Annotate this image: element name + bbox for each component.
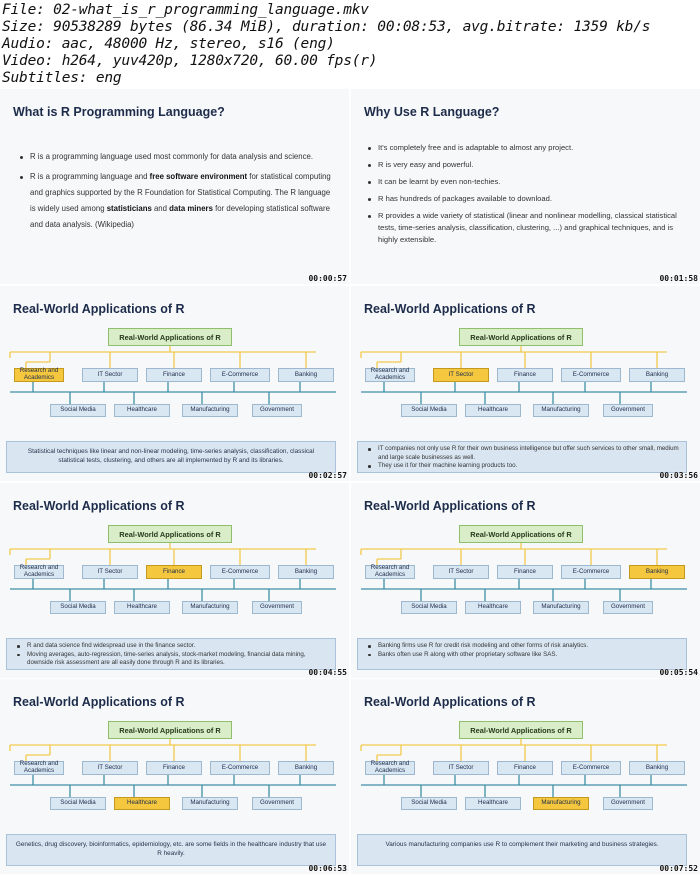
- node-manufacturing: Manufacturing: [182, 404, 238, 417]
- timestamp: 00:07:52: [659, 864, 698, 873]
- bullet-item: IT companies not only use R for their own business intelligence but offer such services to other small, medium and large scale businesses as well.: [366, 445, 680, 462]
- thumbnail-frame-8: [351, 679, 700, 874]
- bullet-item: It can be learnt by even non-techies.: [366, 176, 688, 188]
- description-box: [357, 834, 687, 866]
- node-it-sector: IT Sector: [82, 565, 138, 579]
- applications-diagram: [357, 328, 694, 438]
- slide-title: Real-World Applications of R: [13, 302, 185, 316]
- bullet-item: Banking firms use R for credit risk modeling and other forms of risk analytics.: [366, 642, 680, 651]
- description-text: Various manufacturing companies use R to complement their marketing and business strategies.: [385, 841, 659, 848]
- diagram-root-node: Real-World Applications of R: [459, 328, 583, 346]
- thumbnail-frame-2: [351, 89, 700, 284]
- file-size-line: Size: 90538289 bytes (86.34 MiB), duration: 00:08:53, avg.bitrate: 1359 kb/s: [2, 19, 651, 35]
- node-e-commerce: E-Commerce: [561, 761, 621, 775]
- description-box: [6, 834, 336, 866]
- node-banking: Banking: [278, 761, 334, 775]
- slide-title: Real-World Applications of R: [364, 499, 536, 513]
- thumbnail-frame-7: [0, 679, 349, 874]
- node-research-and-academics: Research and Academics: [14, 761, 64, 775]
- slide-title: What is R Programming Language?: [13, 105, 225, 119]
- node-social-media: Social Media: [50, 797, 106, 810]
- timestamp: 00:05:54: [659, 668, 698, 677]
- node-healthcare: Healthcare: [114, 601, 170, 614]
- slide-title: Real-World Applications of R: [13, 499, 185, 513]
- bullet-item: R has hundreds of packages available to download.: [366, 193, 688, 205]
- node-finance: Finance: [497, 565, 553, 579]
- slide-title: Why Use R Language?: [364, 105, 500, 119]
- node-finance: Finance: [146, 368, 202, 382]
- bullet-item: They use it for their machine learning products too.: [366, 462, 680, 471]
- description-bullets: [366, 642, 680, 659]
- node-it-sector: IT Sector: [433, 565, 489, 579]
- node-manufacturing: Manufacturing: [182, 601, 238, 614]
- bullet-item: R provides a wide variety of statistical (linear and nonlinear modelling, classical statistical tests, time-series analysis, classification, clustering, ...) and graphical techniques, and is highly extensible.: [366, 210, 688, 246]
- node-government: Government: [603, 601, 653, 614]
- node-finance: Finance: [146, 761, 202, 775]
- thumbnail-frame-1: [0, 89, 349, 284]
- bullet-item: It's completely free and is adaptable to almost any project.: [366, 142, 688, 154]
- node-healthcare: Healthcare: [465, 601, 521, 614]
- node-it-sector: IT Sector: [433, 761, 489, 775]
- node-e-commerce: E-Commerce: [210, 565, 270, 579]
- description-bullets: [366, 445, 680, 471]
- node-government: Government: [252, 601, 302, 614]
- thumbnail-frame-3: [0, 286, 349, 481]
- node-it-sector: IT Sector: [433, 368, 489, 382]
- diagram-root-node: Real-World Applications of R: [108, 525, 232, 543]
- description-text: Genetics, drug discovery, bioinformatics, epidemiology, etc. are some fields in the healthcare industry that use R heavily.: [15, 841, 327, 857]
- node-research-and-academics: Research and Academics: [14, 565, 64, 579]
- thumbnail-frame-4: [351, 286, 700, 481]
- node-government: Government: [252, 797, 302, 810]
- node-finance: Finance: [146, 565, 202, 579]
- bullet-list: [18, 149, 333, 237]
- node-research-and-academics: Research and Academics: [14, 368, 64, 382]
- timestamp: 00:03:56: [659, 471, 698, 480]
- slide-title: Real-World Applications of R: [364, 302, 536, 316]
- bullet-list: [366, 142, 688, 251]
- node-finance: Finance: [497, 761, 553, 775]
- node-e-commerce: E-Commerce: [210, 761, 270, 775]
- node-manufacturing: Manufacturing: [533, 404, 589, 417]
- node-banking: Banking: [629, 761, 685, 775]
- bullet-item: R is very easy and powerful.: [366, 159, 688, 171]
- node-manufacturing: Manufacturing: [182, 797, 238, 810]
- diagram-root-node: Real-World Applications of R: [459, 721, 583, 739]
- thumbnail-frame-6: [351, 483, 700, 678]
- node-e-commerce: E-Commerce: [561, 565, 621, 579]
- node-e-commerce: E-Commerce: [210, 368, 270, 382]
- node-social-media: Social Media: [50, 601, 106, 614]
- description-box: [357, 638, 687, 670]
- node-government: Government: [252, 404, 302, 417]
- node-manufacturing: Manufacturing: [533, 601, 589, 614]
- applications-diagram: [6, 328, 343, 438]
- node-healthcare: Healthcare: [465, 797, 521, 810]
- slide-title: Real-World Applications of R: [13, 695, 185, 709]
- diagram-root-node: Real-World Applications of R: [108, 328, 232, 346]
- applications-diagram: [357, 525, 694, 635]
- node-finance: Finance: [497, 368, 553, 382]
- video-info-header: [0, 0, 700, 88]
- node-it-sector: IT Sector: [82, 761, 138, 775]
- applications-diagram: [357, 721, 694, 831]
- thumbnail-frame-5: [0, 483, 349, 678]
- timestamp: 00:00:57: [308, 274, 347, 283]
- diagram-root-node: Real-World Applications of R: [459, 525, 583, 543]
- node-banking: Banking: [629, 565, 685, 579]
- file-name-line: File: 02-what_is_r_programming_language.mkv: [2, 2, 369, 18]
- bullet-item: R and data science find widespread use in the finance sector.: [15, 642, 329, 651]
- node-banking: Banking: [629, 368, 685, 382]
- video-info-line: Video: h264, yuv420p, 1280x720, 60.00 fps(r): [2, 53, 378, 69]
- description-text: Statistical techniques like linear and non-linear modeling, time-series analysis, classification, classical statistical tests, clustering, and others are all implemented by R and its libraries.: [27, 448, 315, 464]
- description-bullets: [15, 642, 329, 668]
- applications-diagram: [6, 721, 343, 831]
- description-box: [6, 638, 336, 670]
- node-healthcare: Healthcare: [465, 404, 521, 417]
- node-banking: Banking: [278, 565, 334, 579]
- timestamp: 00:01:58: [659, 274, 698, 283]
- node-banking: Banking: [278, 368, 334, 382]
- node-it-sector: IT Sector: [82, 368, 138, 382]
- node-healthcare: Healthcare: [114, 404, 170, 417]
- bullet-item: R is a programming language used most commonly for data analysis and science.: [18, 149, 333, 165]
- bullet-item: Banks often use R along with other proprietary software like SAS.: [366, 651, 680, 660]
- node-social-media: Social Media: [401, 404, 457, 417]
- diagram-root-node: Real-World Applications of R: [108, 721, 232, 739]
- timestamp: 00:02:57: [308, 471, 347, 480]
- bullet-item: R is a programming language and free software environment for statistical computing and graphics supported by the R Foundation for Statistical Computing. The R language is widely used among statisticians and data miners for developing statistical software and data analysis. (Wikipedia): [18, 169, 333, 233]
- subtitles-line: Subtitles: eng: [2, 70, 122, 86]
- node-social-media: Social Media: [401, 797, 457, 810]
- applications-diagram: [6, 525, 343, 635]
- description-box: [357, 441, 687, 473]
- node-government: Government: [603, 404, 653, 417]
- node-research-and-academics: Research and Academics: [365, 761, 415, 775]
- timestamp: 00:04:55: [308, 668, 347, 677]
- node-healthcare: Healthcare: [114, 797, 170, 810]
- node-research-and-academics: Research and Academics: [365, 565, 415, 579]
- timestamp: 00:06:53: [308, 864, 347, 873]
- bullet-item: Moving averages, auto-regression, time-series analysis, stock-market modeling, financial data mining, downside risk assessment are all easily done through R and its libraries.: [15, 651, 329, 668]
- node-e-commerce: E-Commerce: [561, 368, 621, 382]
- slide-title: Real-World Applications of R: [364, 695, 536, 709]
- node-research-and-academics: Research and Academics: [365, 368, 415, 382]
- audio-info-line: Audio: aac, 48000 Hz, stereo, s16 (eng): [2, 36, 335, 52]
- node-manufacturing: Manufacturing: [533, 797, 589, 810]
- node-social-media: Social Media: [401, 601, 457, 614]
- description-box: [6, 441, 336, 473]
- node-government: Government: [603, 797, 653, 810]
- node-social-media: Social Media: [50, 404, 106, 417]
